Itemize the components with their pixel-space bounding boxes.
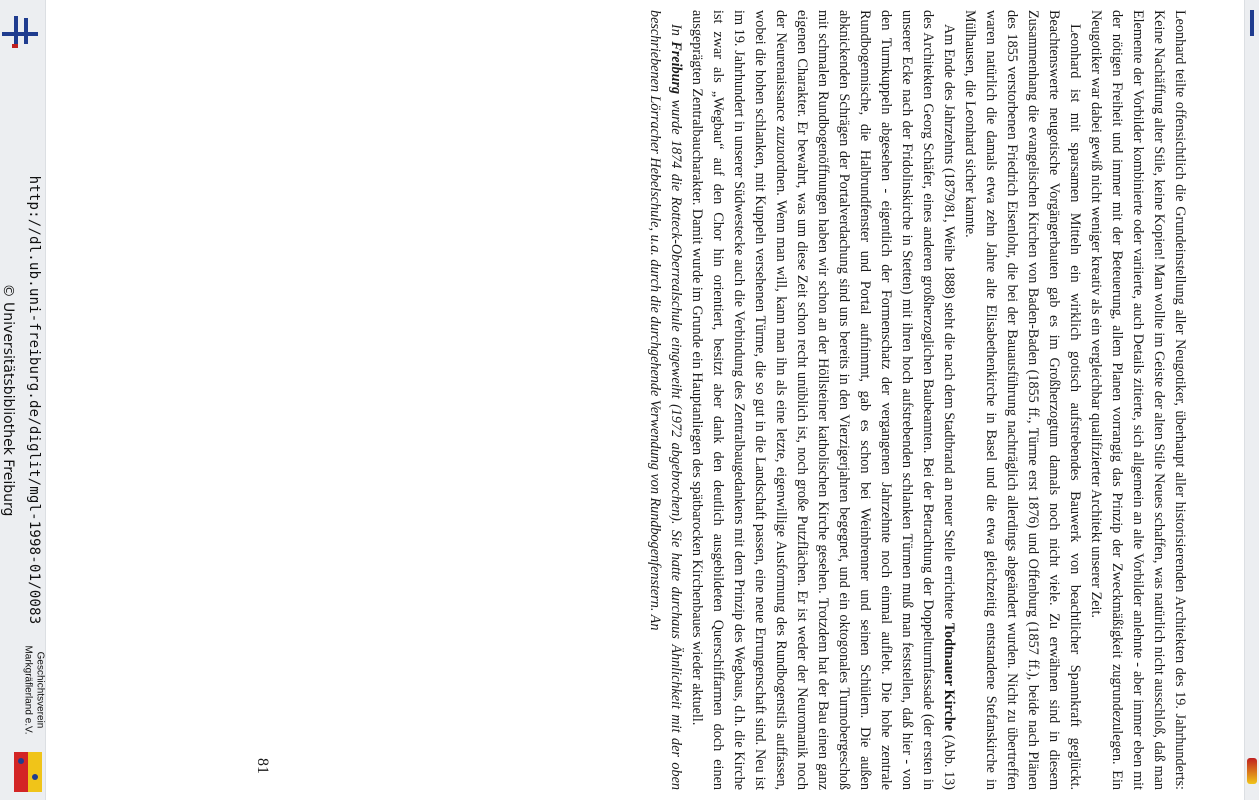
body-paragraph [644, 10, 686, 790]
text-run: (Abb. 13) des Architekten Georg Schäfer, eines anderen großherzoglichen Baubeamten. Bei der Betrachtung der Doppelturmfassade (der ersten in unserer Ecke nach der Fridolinskirche in Stetten) mit ihren hoch aufstrebenden schlanken Türmen muß man feststellen, daß hier - von den Turmkuppeln abgesehen - eigentlich der Formenschatz der vergangenen Jahrzehnte noch einmal auflebt. Die hohe zentrale Rundbogennische, die Halbrundfenster und Portal aufnimmt, gab es schon bei Weinbrenner und seinen Schülern. Die außen abknickenden Schrägen der Portalverdachung sind uns bereits in den Vierzigerjahren begegnet, und ein oktogonales Turmobergeschoß mit schmalen Rundbogenöffnungen haben wir schon an der Höllsteiner katholischen Kirche gesehen. Trotzdem hat der Bau einen ganz eigenen Charakter. Er bewahrt, was um diese Zeit schon recht unüblich ist, noch große Putzflächen. Er ist weder der Neuromanik noch der Neurenaissance zuzuordnen. Wenn man will, kann man ihn als eine letzte, eigenwillige Ausformung des Rundbogenstils auffassen, wobei die hohen schlanken, mit Kuppeln versehenen Türme, die so gut in die Landschaft passen, eine neue Errungenschaft sind. Neu ist im 19. Jahrhundert in unserer Südwestecke auch die Verbindung des Zentralbaugedankens mit dem Prinzip des Wegbaus, d.h. die Kirche ist zwar als „Wegbau“ auf den Chor hin orientiert, besitzt aber dank den deutlich ausgebildeten Querschiffarmen doch einen ausgeprägten Zentralbaucharakter. Damit wurde im Grunde ein Hauptanliegen des spätbarocken Kirchenbaues wieder aktuell. [689, 10, 957, 790]
library-logo-icon-right [1250, 10, 1254, 36]
coat-of-arms-icon-right [1247, 758, 1257, 784]
source-url[interactable]: http://dl.ub.uni-freiburg.de/diglit/mgl-1998-01/0083 [26, 175, 42, 625]
organization-line-1: Geschichtsverein [34, 651, 46, 729]
text-run: Am Ende des Jahrzehnts (1879/81, Weihe 1888) steht die nach dem Stadtbrand an neuer Stelle errichtete [941, 24, 957, 623]
library-logo-icon [2, 16, 42, 46]
body-paragraph [1085, 10, 1190, 790]
document-page [254, 10, 1190, 790]
text-run: Leonhard teilte offensichtlich die Grundeinstellung aller Neugotiker, überhaupt aller historisierenden Architekten des 19. Jahrhunderts: Keine Nachäffung alter Stile, keine Kopien! Man wollte im Geiste der alten Stile Neues schaffen, was natürlich nicht ausschloß, daß man Elemente der Vorbilder kombinierte oder variierte, auch Details zitierte, sich allgemein an alte Vorbilder anlehnte - aber immer eben mit der nötigen Freiheit und immer mit der Beteuerung, allem Planen vorrangig das Prinzip der Zweckmäßigkeit zugrundezulegen. Ein Neugotiker war dabei gewiß nicht weniger kreativ als ein vergleichbar qualifizierter Architekt unserer Zeit. [1088, 10, 1188, 790]
organization-line-2: Markgräflerland e.V. [22, 645, 34, 735]
page-number: 81 [254, 758, 271, 774]
right-sidebar [1244, 0, 1259, 800]
body-paragraph [686, 10, 959, 790]
body-paragraph [959, 10, 1085, 790]
coat-of-arms-icon [14, 752, 42, 792]
copyright-notice: © Universitätsbibliothek Freiburg [0, 283, 16, 517]
italic-text: In [668, 24, 684, 42]
bold-text: Freiburg [668, 41, 684, 95]
text-run: Leonhard ist mit sparsamen Mitteln ein wirklich gotisch aufstrebendes Bauwerk von beachtlicher Spannkraft geglückt. Beachtenswerte neugotische Vorgängerbauten gab es im Großherzogtum damals noch nicht viele. Zu erwähnen sind in diesem Zusammenhang die evangelischen Kirchen von Baden-Baden (1855 ff., Türme erst 1876) und Offenburg (1857 ff.), beide nach Plänen des 1855 verstorbenen Friedrich Eisenlohr, die bei der Bauausführung nachträglich allerdings abgeändert wurden. Nicht zu übertreffen waren natürlich die damals etwa zehn Jahre alte Elisabethenkirche in Basel und die etwa gleichzeitig entstandene Stefanskirche in Mülhausen, die Leonhard sicher kannte. [962, 10, 1083, 790]
bold-text: Todtnauer Kirche [941, 622, 957, 732]
italic-text: wurde 1874 die Rotteck-Oberrealschule eingeweiht (1972 abgebrochen). Sie hatte durchaus Ähnlichkeit mit der oben beschriebenen Lörracher Hebelschule, u.a. durch die durchgehende Verwendung von Rundbogenfenstern. An [647, 10, 684, 790]
paragraph-container [644, 10, 1190, 790]
